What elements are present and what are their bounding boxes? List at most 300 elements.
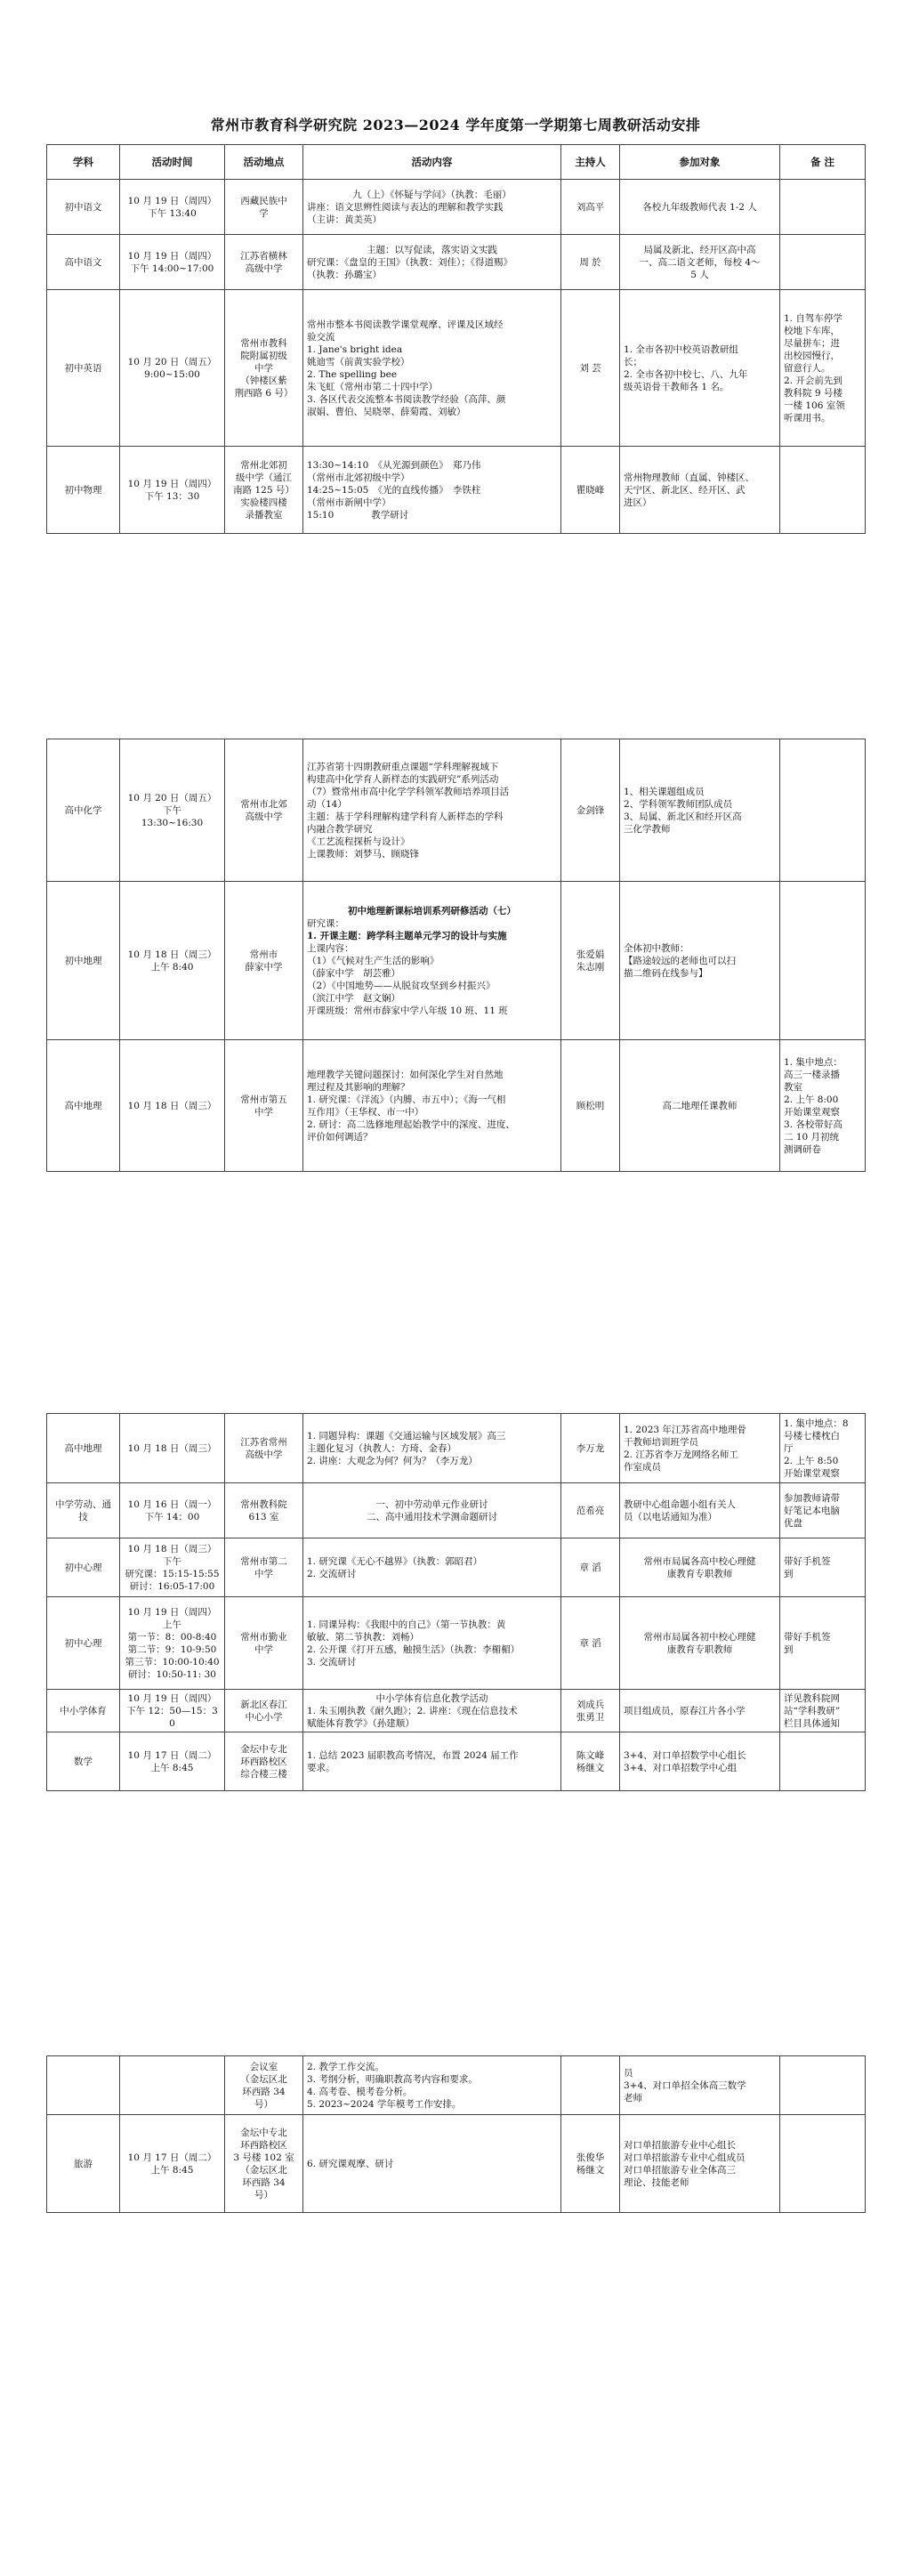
text-line: 留意行人。 (784, 362, 831, 374)
cell-place (225, 1732, 303, 1791)
cell-notes (780, 2056, 866, 2115)
cell-place (225, 2056, 303, 2115)
text-line: 第一节：8：00-8:40 (127, 1631, 217, 1643)
text-line: 1. Jane's bright idea (307, 343, 403, 355)
text-line: 2. 研讨：高二选修地理起始教学中的深度、进度、 (307, 1118, 515, 1130)
cell-subject: 高中地理 (47, 1040, 120, 1172)
cell-time (120, 1040, 225, 1172)
text-line: 范希亮 (576, 1505, 605, 1516)
cell-time (120, 1690, 225, 1732)
cell-time (120, 882, 225, 1040)
table-row (47, 235, 866, 290)
text-line: 实验楼四楼 (240, 497, 287, 508)
text-line: 10 月 17 日（周二） (127, 2152, 217, 2163)
text-line: 下午 14：00 (144, 1511, 200, 1522)
text-line: 上午 8:45 (150, 1762, 194, 1773)
text-line: 13:30~16:30 (141, 817, 204, 828)
text-line: 刘高平 (576, 201, 605, 213)
text-line: 学 (259, 207, 269, 219)
cell-participants (620, 2115, 780, 2213)
text-line: 1. 集中地点： (784, 1056, 842, 1068)
cell-place (225, 882, 303, 1040)
cell-subject: 初中语文 (47, 180, 120, 235)
cell-notes (780, 180, 866, 235)
text-line: 15:10 教学研讨 (307, 509, 409, 521)
text-line: 中心小学 (245, 1711, 283, 1723)
text-line: （金坛区北 (240, 2073, 287, 2085)
text-line: 章 滔 (579, 1637, 601, 1649)
schedule-table-page-2 (46, 739, 866, 1172)
text-line: （薛家中学 胡芸雅） (307, 967, 400, 979)
text-line: 环西路 34 (242, 2086, 286, 2097)
table-row (47, 739, 866, 882)
text-line: 陈文峰 (576, 1749, 605, 1761)
text-line: 6. 研究课观摩、研讨 (307, 2158, 394, 2169)
text-line: 2. 讲座：大观念为何？何为？（李万龙） (307, 1455, 478, 1466)
cell-notes (780, 1538, 866, 1597)
text-line: 高级中学 (245, 1449, 283, 1460)
text-line: 级英语骨干教师各 1 名。 (624, 381, 730, 392)
text-line: 康教育专职教师 (666, 1568, 733, 1579)
text-line: 研究课：《盘皇的王国》（执教：刘佳）；《得道赐》 (307, 256, 512, 268)
text-line: 【路途较远的老师也可以扫 (624, 955, 736, 966)
text-line: （钟楼区紫 (240, 375, 287, 386)
header-notes: 备 注 (780, 145, 866, 180)
text-line: 常州市第五 (240, 1094, 287, 1105)
text-line: 瞿晓峰 (576, 484, 605, 496)
text-line: 10 月 19 日（周四） (127, 478, 217, 489)
text-line: 5 人 (690, 269, 709, 280)
cell-notes (780, 447, 866, 534)
cell-place (225, 1040, 303, 1172)
text-line: 上午 8:40 (150, 961, 194, 973)
cell-participants (620, 2056, 780, 2115)
text-line: 1. 2023 年江苏省高中地理骨 (624, 1424, 746, 1435)
cell-content (303, 882, 561, 1040)
cell-place (225, 180, 303, 235)
cell-subject: 初中英语 (47, 290, 120, 447)
text-line: 2. 江苏省李万龙网络名师工 (624, 1449, 738, 1460)
text-line: 研究课：15:15-15:55 (125, 1568, 220, 1579)
cell-notes (780, 2115, 866, 2213)
text-line: 中学 (254, 1568, 273, 1579)
text-line: 13:30~14:10 《从光源到颜色》 郑乃伟 (307, 459, 481, 471)
text-line: 1. 研究课：《洋流》（内膊、市五中）；《海一气相 (307, 1094, 506, 1105)
text-line: 14:25~15:05 《光的直线传播》 李铁柱 (307, 484, 481, 496)
text-line: 开始课堂观察 (784, 1467, 840, 1479)
text-line: 常州教科院 (240, 1498, 287, 1510)
text-line: 金坛中专北 (240, 1743, 287, 1755)
text-line: 2、学科领军教师团队成员 (624, 798, 733, 810)
content-title: 初中地理新课标培训系列研修活动（七） (348, 905, 516, 917)
text-line: 3+4、对口单招全体高三数学 (624, 2079, 746, 2091)
cell-participants (620, 882, 780, 1040)
cell-participants (620, 180, 780, 235)
text-line: 综合楼三楼 (240, 1768, 287, 1780)
text-line: 尽量拼车；进 (784, 337, 840, 349)
text-line: 10 月 19 日（周四） (127, 250, 217, 262)
cell-time (120, 1597, 225, 1690)
cell-place (225, 739, 303, 882)
cell-host (561, 1597, 620, 1690)
text-line: 要求。 (307, 1762, 335, 1773)
text-line: 高二地理任课教师 (662, 1100, 738, 1111)
text-line: 刘成兵 (576, 1699, 605, 1710)
text-line: 10 月 16 日（周一） (127, 1498, 217, 1510)
text-line: 测调研卷 (784, 1143, 821, 1155)
text-line: 10 月 19 日（周四） (127, 1606, 217, 1618)
text-line: 10 月 18 日（周三） (127, 1442, 217, 1454)
text-line: 中学 (254, 1106, 273, 1118)
text-line: 局属及新北、经开区高中高 (643, 244, 756, 255)
text-line: 教研中心组命题小组有关人 (624, 1498, 736, 1510)
table-row (47, 2115, 866, 2213)
text-line: 长； (624, 356, 642, 367)
cell-time (120, 739, 225, 882)
text-line: 详见教科院网 (784, 1692, 840, 1704)
text-line: 中学 (254, 362, 273, 374)
text-line: 西藏民族中 (240, 195, 287, 206)
text-line: 1. 同题异构：课题《交通运输与区域发展》高三 (307, 1430, 506, 1441)
text-line: 3. 各区代表交流整本书阅读教学经验（高萍、颜 (307, 393, 506, 405)
text-line: 1. 朱玉刚执教《耐久跑》；2. 讲座：《现在信息技术 (307, 1705, 518, 1716)
cell-notes (780, 1483, 866, 1538)
cell-content (303, 447, 561, 534)
cell-host (561, 739, 620, 882)
text-line: 院附属初级 (240, 350, 287, 361)
text-line: 1. 同课异构：《我眼中的自己》（第一节执教：黄 (307, 1619, 506, 1630)
text-line: 常州市教科 (240, 337, 287, 349)
text-line: 二、高中通用技术学测命题研讨 (367, 1511, 497, 1522)
text-line: 对口单招旅游专业中心组成员 (624, 2152, 746, 2163)
cell-content (303, 2115, 561, 2213)
table-row (47, 1414, 866, 1483)
text-line: 杨继文 (576, 1762, 605, 1773)
text-line: 10 月 19 日（周四） (127, 195, 217, 206)
text-line: 1. 集中地点：8 (784, 1417, 849, 1429)
text-line: 3. 交流研讨 (307, 1656, 357, 1668)
header-participants: 参加对象 (620, 145, 780, 180)
text-line: 级中学（通江 (236, 472, 292, 483)
text-line: 号楼七楼枕白 (784, 1430, 840, 1441)
cell-participants (620, 1732, 780, 1791)
text-line: 研究课： (307, 917, 344, 929)
text-line: 荆西路 6 号） (234, 387, 294, 399)
text-line: 主题化复习（执教人：方琦、金春） (307, 1442, 456, 1454)
schedule-table-page-3 (46, 1413, 866, 1791)
text-line: 1. 全市各初中校英语教研组 (624, 343, 738, 355)
cell-participants (620, 1040, 780, 1172)
cell-notes (780, 1414, 866, 1483)
cell-content (303, 1597, 561, 1690)
cell-subject: 数学 (47, 1732, 120, 1791)
text-line: 下午 13:40 (148, 207, 197, 219)
schedule-table-page-4 (46, 2055, 866, 2213)
cell-time (120, 2115, 225, 2213)
cell-content (303, 739, 561, 882)
cell-subject: 旅游 (47, 2115, 120, 2213)
cell-content (303, 1040, 561, 1172)
cell-content (303, 1483, 561, 1538)
cell-time (120, 235, 225, 290)
text-line: 10 月 19 日（周四） (127, 1692, 217, 1704)
text-line: 项目组成员，原春江片各小学 (624, 1705, 746, 1716)
text-line: 主题：以写促读，落实语文实践 (367, 244, 497, 255)
cell-host (561, 180, 620, 235)
text-line: 下午 12：50—15：30 (126, 1705, 218, 1729)
text-line: （常州市新闸中学） (307, 497, 391, 508)
text-line: 淑娟、曹伯、吴晓翠、薛菊霞、刘敏） (307, 406, 466, 417)
cell-time (120, 1538, 225, 1597)
text-line: 动（14） (307, 798, 347, 810)
cell-time (120, 180, 225, 235)
cell-content (303, 1538, 561, 1597)
cell-subject (47, 2056, 120, 2115)
text-line: 研讨：16:05-17:00 (129, 1580, 215, 1592)
cell-subject: 中小学体育 (47, 1690, 120, 1732)
cell-host (561, 235, 620, 290)
text-line: 教科院 9 号楼 (784, 387, 842, 399)
text-line: 常州物理教师（直属、钟楼区、 (624, 472, 754, 483)
cell-subject: 高中地理 (47, 1414, 120, 1483)
text-line: 常州市 (249, 949, 278, 960)
text-line: 上课内容： (307, 942, 354, 954)
text-line: 听课用书。 (784, 412, 831, 424)
cell-notes (780, 1040, 866, 1172)
text-line: 金坛中专北 (240, 2127, 287, 2138)
text-line: 评价如何调适？ (307, 1131, 373, 1143)
table-row (47, 1597, 866, 1690)
text-line: 1、相关课题组成员 (624, 786, 705, 797)
cell-host (561, 1483, 620, 1538)
text-line: 互作用》（王华权、市一中） (307, 1106, 424, 1118)
text-line: 刘 芸 (579, 362, 601, 374)
cell-participants (620, 1597, 780, 1690)
cell-subject: 初中物理 (47, 447, 120, 534)
text-line: 高级中学 (245, 811, 283, 822)
text-line: 常州市第二 (240, 1555, 287, 1567)
text-line: （常州市北郊初级中学） (307, 472, 410, 483)
table-row (47, 2056, 866, 2115)
header-time: 活动时间 (120, 145, 225, 180)
text-line: 下午 (163, 1555, 181, 1567)
cell-time (120, 447, 225, 534)
text-line: 上午 (163, 1619, 181, 1630)
text-line: 3+4、对口单招数学中心组长 (624, 1749, 746, 1761)
text-line: 全体初中教师： (624, 942, 689, 954)
text-line: 一、初中劳动单元作业研讨 (375, 1498, 488, 1510)
text-line: 江苏省第十四期教研重点课题“学科理解视域下 (307, 761, 499, 772)
text-line: 理论、技能老师 (624, 2176, 689, 2188)
text-line: 员 (624, 2067, 633, 2079)
cell-place (225, 1690, 303, 1732)
cell-content (303, 1732, 561, 1791)
text-line: 顾松明 (576, 1100, 605, 1111)
table-row (47, 1538, 866, 1597)
text-line: 2. 开会前先到 (784, 375, 842, 386)
text-line: 1. 开课主题：跨学科主题单元学习的设计与实施 (307, 930, 507, 941)
text-line: 常州市勤业 (240, 1631, 287, 1643)
cell-time (120, 1732, 225, 1791)
cell-notes (780, 290, 866, 447)
text-line: 各校九年级教师代表 1-2 人 (642, 201, 757, 213)
text-line: 到 (784, 1568, 794, 1579)
header-content: 活动内容 (303, 145, 561, 180)
text-line: 10 月 17 日（周二） (127, 1749, 217, 1761)
text-line: 2. The spelling bee (307, 368, 398, 380)
text-line: 上课教师：刘梦马、顾晓锋 (307, 848, 419, 860)
cell-content (303, 235, 561, 290)
cell-host (561, 1690, 620, 1732)
text-line: 金剑锋 (576, 804, 605, 816)
text-line: 朱志刚 (576, 961, 605, 973)
text-line: 李万龙 (576, 1442, 605, 1454)
text-line: 2. 公开课《打开五感，触摸生活》（执教：李楣楣） (307, 1643, 520, 1655)
cell-participants (620, 739, 780, 882)
text-line: 中学 (254, 1643, 273, 1655)
text-line: 一、高二语文老师，每校 4～ (639, 256, 761, 268)
cell-content (303, 180, 561, 235)
cell-participants (620, 1483, 780, 1538)
text-line: 九（上）《怀疑与学问》（执教：毛丽） (352, 189, 512, 200)
text-line: （滨江中学 赵文娴） (307, 992, 400, 1004)
text-line: 下午 (163, 804, 181, 816)
text-line: 员（以电话通知为准） (624, 1511, 717, 1522)
text-line: 2. 上午 8:50 (784, 1455, 839, 1466)
text-line: 3、局属、新北区和经开区高 (624, 811, 742, 822)
page-title: 常州市教育科学研究院 2023—2024 学年度第一学期第七周教研活动安排 (210, 117, 701, 133)
text-line: 周 於 (579, 256, 601, 268)
text-line: 1. 研究课《无心不越界》（执教：郭昭君） (307, 1555, 483, 1567)
text-line: 朱飞虹（常州市第二十四中学） (307, 381, 438, 392)
text-line: 1. 总结 2023 届职教高考情况，布置 2024 届工作 (307, 1749, 519, 1761)
cell-participants (620, 447, 780, 534)
text-line: 章 滔 (579, 1562, 601, 1573)
text-line: 栏目具体通知 (784, 1717, 840, 1729)
cell-host (561, 290, 620, 447)
text-line: 高三一楼录播 (784, 1069, 840, 1080)
cell-subject: 高中语文 (47, 235, 120, 290)
text-line: 作室成员 (624, 1461, 661, 1473)
cell-place (225, 1483, 303, 1538)
text-line: 赋能体育教学》（孙建顺） (307, 1717, 415, 1729)
text-line: 常州市局属各高中校心理健 (643, 1555, 756, 1567)
cell-subject: 高中化学 (47, 739, 120, 882)
text-line: 理过程及其影响的理解？ (307, 1081, 410, 1093)
cell-host (561, 1414, 620, 1483)
table-row (47, 1732, 866, 1791)
text-line: （执教：孙璐宝） (307, 269, 382, 280)
text-line: 新北区春江 (240, 1699, 287, 1710)
text-line: 常州北郊初 (240, 459, 287, 471)
schedule-table-page-1 (46, 144, 866, 534)
cell-content (303, 1690, 561, 1732)
cell-notes (780, 235, 866, 290)
text-line: 录播教室 (245, 509, 283, 521)
text-line: 三化学教师 (624, 823, 671, 835)
text-line: 开课班级：常州市薛家中学八年级 10 班、11 班 (307, 1005, 508, 1016)
text-line: 教室 (784, 1081, 802, 1093)
cell-content (303, 290, 561, 447)
cell-time (120, 1483, 225, 1538)
table-row (47, 1040, 866, 1172)
text-line: 敏敏、第二节执教：刘畅） (307, 1631, 419, 1643)
text-line: 校地下车库， (784, 325, 840, 336)
text-line: 薛家中学 (245, 961, 283, 973)
text-line: 张勇卫 (576, 1711, 605, 1723)
text-line: 参加教师请带 (784, 1492, 840, 1504)
text-line: 研讨：10:50-11: 30 (128, 1668, 216, 1680)
text-line: （2）《中国地势——从脱贫攻坚到乡村振兴》 (307, 980, 496, 991)
cell-host (561, 2115, 620, 2213)
text-line: 3. 考纲分析，明确职教高考内容和要求。 (307, 2073, 478, 2085)
cell-place (225, 1414, 303, 1483)
text-line: 描二维码在线参与】 (624, 967, 708, 979)
text-line: 二 10 月初统 (784, 1131, 840, 1143)
cell-notes (780, 1597, 866, 1690)
text-line: 1. 自驾车停学 (784, 312, 842, 324)
cell-place (225, 290, 303, 447)
text-line: 地理教学关键问题探讨：如何深化学生对自然地 (307, 1069, 504, 1080)
cell-place (225, 235, 303, 290)
text-line: 2. 全市各初中校七、八、九年 (624, 368, 748, 380)
text-line: 2. 上午 8:00 (784, 1094, 839, 1105)
text-line: 站“学科教研” (784, 1705, 841, 1716)
text-line: 上午 8:45 (150, 2164, 194, 2176)
text-line: 对口单招旅游专业全体高三 (624, 2164, 736, 2176)
text-line: 姚迪雪（前黄实验学校） (307, 356, 410, 367)
text-line: 10 月 20 日（周五） (127, 792, 217, 803)
text-line: 验交流 (307, 331, 335, 343)
text-line: 带好手机签 (784, 1555, 831, 1567)
text-line: 环西路校区 (240, 1756, 287, 1767)
text-line: （金坛区北 (240, 2164, 287, 2176)
text-line: 10 月 20 日（周五） (127, 356, 217, 367)
header-subject: 学科 (47, 145, 120, 180)
cell-host (561, 2056, 620, 2115)
header-place: 活动地点 (225, 145, 303, 180)
cell-participants (620, 1538, 780, 1597)
text-line: 下午 13：30 (144, 490, 200, 502)
text-line: 613 室 (248, 1511, 279, 1522)
table-row (47, 882, 866, 1040)
text-line: 3 号楼 102 室 (233, 2152, 294, 2163)
cell-notes (780, 1690, 866, 1732)
cell-subject: 初中心理 (47, 1597, 120, 1690)
text-line: 3+4、对口单招数学中心组 (624, 1762, 738, 1773)
text-line: 第二节：9：10-9:50 (127, 1643, 217, 1655)
text-line: 高级中学 (245, 262, 283, 274)
text-line: 号） (254, 2189, 273, 2201)
cell-notes (780, 739, 866, 882)
table-row (47, 1690, 866, 1732)
text-line: 干教师培训班学员 (624, 1436, 698, 1448)
text-line: 下午 14:00~17:00 (130, 262, 214, 274)
text-line: 10 月 18 日（周三） (127, 1543, 217, 1554)
text-line: 常州市整本书阅读教学课堂观摩、评课及区域经 (307, 319, 504, 330)
text-line: 老师 (624, 2092, 642, 2104)
table-row (47, 1483, 866, 1538)
cell-place (225, 2115, 303, 2213)
table-header-row (47, 145, 866, 180)
text-line: 4. 高考卷、模考卷分析。 (307, 2086, 413, 2097)
text-line: 南路 125 号） (233, 484, 294, 496)
cell-host (561, 882, 620, 1040)
text-line: 内融合教学研究 (307, 823, 373, 835)
text-line: 10 月 18 日（周三） (127, 1100, 217, 1111)
text-line: 号） (254, 2098, 273, 2110)
cell-notes (780, 1732, 866, 1791)
